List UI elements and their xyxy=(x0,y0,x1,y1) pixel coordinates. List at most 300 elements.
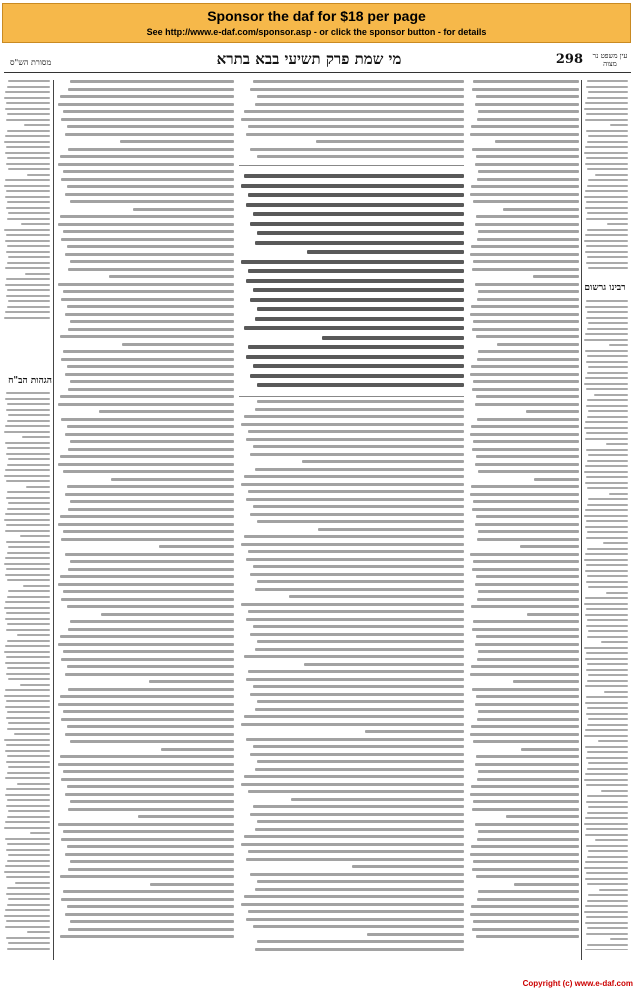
text-line xyxy=(477,778,579,781)
text-line xyxy=(6,673,50,675)
text-line xyxy=(6,480,50,482)
text-line xyxy=(257,760,464,763)
text-line xyxy=(475,523,580,526)
text-line xyxy=(60,875,234,878)
text-line xyxy=(478,350,579,353)
text-line xyxy=(253,80,465,83)
text-line xyxy=(7,667,50,669)
text-line xyxy=(244,715,465,718)
text-line xyxy=(7,843,50,845)
text-line xyxy=(65,133,234,136)
text-line xyxy=(588,718,628,720)
text-line xyxy=(526,410,579,413)
text-line xyxy=(7,289,50,291)
text-line xyxy=(514,883,579,886)
copyright-footer: Copyright (c) www.e-daf.com xyxy=(522,979,633,988)
text-line xyxy=(257,155,464,158)
text-line xyxy=(473,320,579,323)
text-line xyxy=(586,581,628,583)
text-line xyxy=(5,135,50,137)
text-line xyxy=(253,445,465,448)
text-line xyxy=(244,326,465,330)
text-line xyxy=(588,674,628,676)
text-line xyxy=(5,91,50,93)
text-line xyxy=(4,871,50,873)
text-line xyxy=(7,816,50,818)
text-line xyxy=(586,449,628,451)
text-line xyxy=(587,487,628,489)
text-line xyxy=(585,905,628,907)
text-line xyxy=(61,658,234,661)
text-line xyxy=(248,430,464,433)
text-line xyxy=(7,262,50,264)
text-line xyxy=(248,550,464,553)
text-line xyxy=(60,335,234,338)
text-line xyxy=(289,595,465,598)
text-line xyxy=(475,643,580,646)
text-line xyxy=(476,695,579,698)
text-line xyxy=(585,553,628,555)
text-line xyxy=(257,520,464,523)
text-line xyxy=(60,635,234,638)
text-line xyxy=(60,575,234,578)
text-line xyxy=(473,380,579,383)
text-line xyxy=(4,229,50,231)
text-line xyxy=(584,515,628,517)
text-line xyxy=(471,665,579,668)
text-line xyxy=(584,427,628,429)
text-line xyxy=(318,528,464,531)
text-line xyxy=(60,755,234,758)
text-line xyxy=(6,102,50,104)
text-line xyxy=(6,163,50,165)
text-line xyxy=(8,590,50,592)
text-line xyxy=(586,757,628,759)
text-line xyxy=(8,678,50,680)
text-line xyxy=(604,691,628,693)
text-line xyxy=(473,440,579,443)
text-line xyxy=(70,620,234,623)
text-line xyxy=(598,740,628,742)
text-line xyxy=(253,565,465,568)
text-line xyxy=(23,585,50,587)
text-line xyxy=(352,865,465,868)
text-line xyxy=(5,442,50,444)
text-line xyxy=(585,702,628,704)
text-line xyxy=(587,944,628,946)
text-line xyxy=(304,663,464,666)
text-line xyxy=(25,273,50,275)
text-line xyxy=(585,350,628,352)
text-line xyxy=(241,783,464,786)
text-line xyxy=(60,395,234,398)
text-line xyxy=(584,559,628,561)
text-line xyxy=(255,828,464,831)
text-line xyxy=(5,574,50,576)
text-line xyxy=(6,524,50,526)
text-line xyxy=(475,763,580,766)
right-commentary-heading: רבינו גרשום xyxy=(584,283,626,293)
text-line xyxy=(585,251,628,253)
text-line xyxy=(586,801,628,803)
text-line xyxy=(6,497,50,499)
talmud-page xyxy=(4,50,631,978)
text-line xyxy=(5,196,50,198)
text-line xyxy=(61,838,234,841)
text-line xyxy=(27,174,50,176)
text-line xyxy=(4,563,50,565)
text-line xyxy=(587,707,628,709)
text-line xyxy=(8,766,50,768)
text-line xyxy=(6,409,50,411)
text-line xyxy=(63,110,234,113)
text-line xyxy=(476,95,579,98)
text-line xyxy=(250,88,464,91)
text-line xyxy=(248,193,464,197)
text-line xyxy=(586,432,628,434)
text-line xyxy=(585,377,628,379)
text-line xyxy=(253,288,465,292)
text-line xyxy=(476,395,579,398)
sponsor-subtitle: See http://www.e-daf.com/sponsor.asp - or click the sponsor button - for details xyxy=(146,27,487,37)
text-line xyxy=(584,240,628,242)
text-line xyxy=(586,86,628,88)
text-line xyxy=(585,746,628,748)
text-line xyxy=(476,155,579,158)
text-line xyxy=(65,853,234,856)
text-line xyxy=(58,103,234,106)
text-line xyxy=(61,778,234,781)
text-line xyxy=(585,146,628,148)
text-line xyxy=(17,634,50,636)
text-line xyxy=(470,433,579,436)
text-line xyxy=(503,208,579,211)
text-line xyxy=(586,520,628,522)
text-line xyxy=(70,560,234,563)
text-line xyxy=(471,305,579,308)
text-line xyxy=(6,392,50,394)
text-line xyxy=(478,230,579,233)
text-line xyxy=(610,124,628,126)
text-line xyxy=(255,768,464,771)
text-line xyxy=(586,608,628,610)
text-line xyxy=(14,733,50,735)
text-line xyxy=(63,470,234,473)
text-line xyxy=(6,234,50,236)
text-line xyxy=(472,148,579,151)
text-line xyxy=(63,650,234,653)
ein-mishpat-label: עין משפט נר מצוה xyxy=(592,52,628,68)
text-line xyxy=(587,636,628,638)
text-line xyxy=(63,230,234,233)
text-line xyxy=(65,733,234,736)
text-line xyxy=(17,783,50,785)
text-line xyxy=(241,543,464,546)
text-line xyxy=(586,537,628,539)
text-line xyxy=(585,306,628,308)
text-line xyxy=(473,200,579,203)
text-line xyxy=(250,753,464,756)
text-line xyxy=(478,170,579,173)
text-line xyxy=(588,179,628,181)
text-line xyxy=(257,400,464,403)
text-line xyxy=(302,460,464,463)
text-line xyxy=(250,873,464,876)
text-line xyxy=(478,890,579,893)
text-line xyxy=(255,708,464,711)
text-line xyxy=(5,706,50,708)
text-line xyxy=(476,755,579,758)
text-line xyxy=(478,290,579,293)
text-line xyxy=(475,583,580,586)
text-line xyxy=(61,718,234,721)
text-line xyxy=(470,193,579,196)
text-line xyxy=(470,553,579,556)
text-line xyxy=(585,949,628,950)
text-line xyxy=(63,890,234,893)
text-line xyxy=(58,763,234,766)
text-line xyxy=(7,420,50,422)
text-line xyxy=(8,300,50,302)
text-line xyxy=(63,170,234,173)
text-line xyxy=(246,738,464,741)
sponsor-button[interactable] xyxy=(2,3,631,43)
text-line xyxy=(255,241,464,245)
text-line xyxy=(473,80,579,83)
text-line xyxy=(8,80,50,82)
text-line xyxy=(257,640,464,643)
text-line xyxy=(476,215,579,218)
text-line xyxy=(471,785,579,788)
text-line xyxy=(250,693,464,696)
text-line xyxy=(68,88,234,91)
text-line xyxy=(6,717,50,719)
text-line xyxy=(606,592,628,594)
text-line xyxy=(5,469,50,471)
text-line xyxy=(477,658,579,661)
text-line xyxy=(6,761,50,763)
text-line xyxy=(473,740,579,743)
text-line xyxy=(255,588,464,591)
text-line xyxy=(471,845,579,848)
text-line xyxy=(250,148,464,151)
text-line xyxy=(4,695,50,697)
text-line xyxy=(150,883,234,886)
text-line xyxy=(471,425,579,428)
text-line xyxy=(248,269,464,273)
text-line xyxy=(472,448,579,451)
text-line xyxy=(5,425,50,427)
text-line xyxy=(367,933,464,936)
text-line xyxy=(476,875,579,878)
text-line xyxy=(68,148,234,151)
text-line xyxy=(587,460,628,462)
text-line xyxy=(8,810,50,812)
text-line xyxy=(68,508,234,511)
text-line xyxy=(584,108,628,110)
text-line xyxy=(606,443,628,445)
text-line xyxy=(5,398,50,400)
page-number: 298 xyxy=(555,52,583,67)
text-line xyxy=(68,448,234,451)
text-line xyxy=(70,860,234,863)
text-line xyxy=(470,913,579,916)
text-line xyxy=(5,794,50,796)
text-line xyxy=(586,201,628,203)
text-line xyxy=(67,185,234,188)
text-line xyxy=(70,920,234,923)
text-line xyxy=(5,601,50,603)
text-line xyxy=(255,468,464,471)
text-line xyxy=(244,895,465,898)
text-line xyxy=(584,823,628,825)
text-line xyxy=(478,710,579,713)
text-line xyxy=(7,201,50,203)
text-line xyxy=(8,502,50,504)
text-line xyxy=(244,415,465,418)
text-line xyxy=(5,662,50,664)
text-line xyxy=(58,163,234,166)
text-line xyxy=(250,813,464,816)
text-line xyxy=(253,364,465,368)
text-line xyxy=(472,628,579,631)
text-line xyxy=(70,80,234,83)
text-line xyxy=(120,140,234,143)
text-line xyxy=(586,317,628,319)
text-line xyxy=(248,610,464,613)
text-line xyxy=(585,190,628,192)
text-line xyxy=(586,916,628,918)
text-line xyxy=(587,768,628,770)
text-line xyxy=(472,928,579,931)
text-line xyxy=(5,152,50,154)
text-line xyxy=(587,531,628,533)
text-line xyxy=(241,184,464,188)
text-line xyxy=(4,607,50,609)
text-line xyxy=(594,394,628,396)
text-line xyxy=(521,748,579,751)
text-line xyxy=(7,904,50,906)
text-line xyxy=(595,174,628,176)
text-line xyxy=(67,485,234,488)
text-line xyxy=(5,750,50,752)
text-line xyxy=(65,493,234,496)
text-line xyxy=(587,619,628,621)
text-line xyxy=(609,493,628,495)
right-commentary-text xyxy=(584,300,628,950)
text-line xyxy=(109,275,234,278)
text-line xyxy=(585,465,628,467)
text-line xyxy=(586,218,628,220)
text-line xyxy=(6,656,50,658)
text-line xyxy=(7,755,50,757)
text-line xyxy=(246,618,464,621)
left-commentary-text xyxy=(4,392,50,952)
text-line xyxy=(5,645,50,647)
text-line xyxy=(253,745,465,748)
text-line xyxy=(67,365,234,368)
text-line xyxy=(4,915,50,917)
text-line xyxy=(58,523,234,526)
text-line xyxy=(7,113,50,115)
text-line xyxy=(70,740,234,743)
text-line xyxy=(587,724,628,726)
text-line xyxy=(6,937,50,939)
text-line xyxy=(63,530,234,533)
text-line xyxy=(257,307,464,311)
text-line xyxy=(533,275,579,278)
text-line xyxy=(246,858,464,861)
text-line xyxy=(58,403,234,406)
text-line xyxy=(244,475,465,478)
text-line xyxy=(8,942,50,944)
text-line xyxy=(5,240,50,242)
text-line xyxy=(250,573,464,576)
text-line xyxy=(470,853,579,856)
text-line xyxy=(4,651,50,653)
text-line xyxy=(587,927,628,929)
gemara-main-block xyxy=(239,165,464,397)
text-line xyxy=(586,669,628,671)
text-line xyxy=(70,800,234,803)
text-line xyxy=(70,440,234,443)
text-line xyxy=(7,508,50,510)
text-line xyxy=(584,152,628,154)
text-line xyxy=(65,193,234,196)
text-line xyxy=(477,118,579,121)
text-line xyxy=(7,464,50,466)
text-line xyxy=(101,613,235,616)
text-line xyxy=(60,515,234,518)
text-line xyxy=(586,476,628,478)
text-line xyxy=(241,483,464,486)
text-line xyxy=(586,130,628,132)
text-line xyxy=(26,486,50,488)
text-line xyxy=(63,290,234,293)
text-line xyxy=(67,605,234,608)
text-line xyxy=(478,770,579,773)
text-line xyxy=(595,839,628,841)
text-line xyxy=(60,215,234,218)
text-line xyxy=(473,920,579,923)
text-line xyxy=(477,898,579,901)
text-line xyxy=(67,305,234,308)
text-line xyxy=(257,820,464,823)
text-line xyxy=(476,635,579,638)
text-line xyxy=(4,827,50,829)
text-line xyxy=(4,739,50,741)
text-line xyxy=(587,229,628,231)
text-line xyxy=(253,625,465,628)
text-line xyxy=(7,799,50,801)
text-line xyxy=(478,830,579,833)
text-line xyxy=(63,590,234,593)
text-line xyxy=(475,703,580,706)
gemara-lower-text xyxy=(239,400,464,960)
text-line xyxy=(477,718,579,721)
text-line xyxy=(246,918,464,921)
text-line xyxy=(20,684,50,686)
page-header xyxy=(4,50,631,72)
text-line xyxy=(587,97,628,99)
text-line xyxy=(477,538,579,541)
text-line xyxy=(244,535,465,538)
text-line xyxy=(6,190,50,192)
text-line xyxy=(70,320,234,323)
text-line xyxy=(253,925,465,928)
text-line xyxy=(248,125,464,128)
text-line xyxy=(472,808,579,811)
